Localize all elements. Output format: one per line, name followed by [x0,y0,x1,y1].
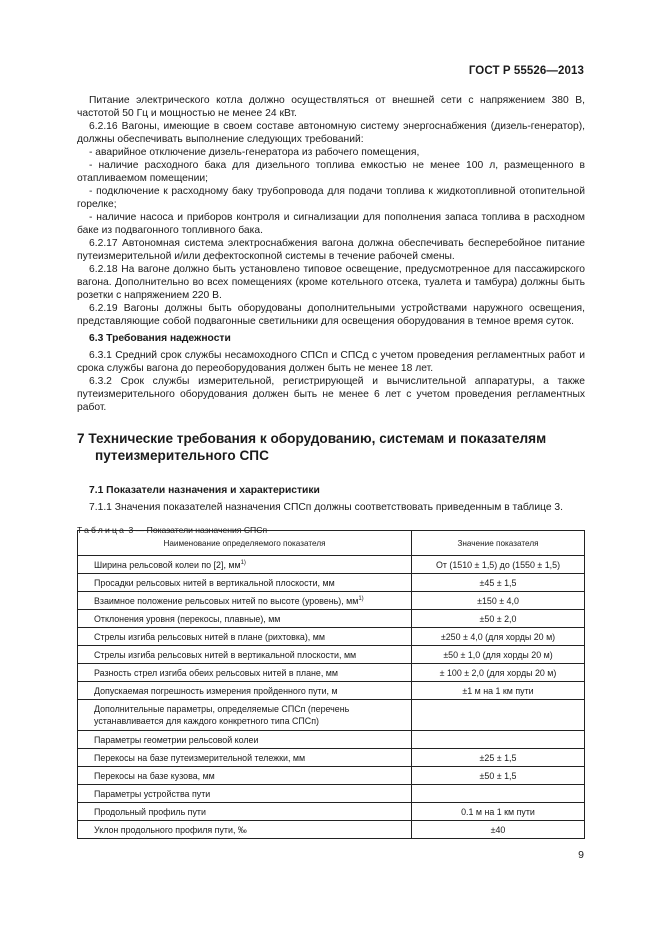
subsection-heading-6-3: 6.3 Требования надежности [89,333,231,344]
table-caption-word: Таблица [77,525,127,535]
row-name: Стрелы изгиба рельсовых нитей в плане (рихтовка), мм [78,628,412,646]
row-value: ±50 ± 1,0 (для хорды 20 м) [412,646,585,664]
document-body [77,94,585,543]
table-row [78,785,585,803]
row-value: ±1 м на 1 км пути [412,682,585,700]
subsection-heading-7-1: 7.1 Показатели назначения и характеристики [89,485,320,496]
row-name: Ширина рельсовой колеи по [2], мм [94,559,241,570]
table-row [78,767,585,785]
table-row [78,731,585,749]
table-row [78,646,585,664]
column-header-value: Значение показателя [412,531,585,556]
list-item: - аварийное отключение дизель-генератора из рабочего помещения, [89,147,420,158]
table-caption-title: 3 — Показатели назначения СПСп [128,525,268,535]
row-name: Взаимное положение рельсовых нитей по высоте (уровень), мм [94,595,359,606]
row-value [412,700,585,731]
row-name: Разность стрел изгиба обеих рельсовых нитей в плане, мм [78,664,412,682]
table-row [78,700,585,731]
table-row [78,556,585,574]
row-value: От (1510 ± 1,5) до (1550 ± 1,5) [412,556,585,574]
section-heading-7-line1: 7 Технические требования к оборудованию, системам и показателям [77,431,547,446]
paragraph-6-3-1: 6.3.1 Средний срок службы несамоходного СПСп и СПСд с учетом проведения регламентных работ и срока службы вагона до переоборудования должен быть не менее 18 лет. [77,350,585,374]
row-value: ± 100 ± 2,0 (для хорды 20 м) [412,664,585,682]
list-item: - подключение к расходному баку трубопровода для подачи топлива к жидкотопливной отопительной горелке; [77,186,585,210]
row-name: Дополнительные параметры, определяемые СПСп (перечень устанавливается для каждого конкретного типа СПСп) [78,700,412,731]
row-name: Перекосы на базе путеизмерительной тележки, мм [78,749,412,767]
indicators-table [77,530,585,839]
row-name: Просадки рельсовых нитей в вертикальной плоскости, мм [78,574,412,592]
row-name: Уклон продольного профиля пути, ‰ [78,821,412,839]
row-name: Стрелы изгиба рельсовых нитей в вертикальной плоскости, мм [78,646,412,664]
row-value: ±50 ± 1,5 [412,767,585,785]
paragraph-6-2-19: 6.2.19 Вагоны должны быть оборудованы дополнительными устройствами наружного освещения, представляющие собой подвагонные светильники для освещения оборудования в темное время суток. [77,303,585,327]
row-value: ±45 ± 1,5 [412,574,585,592]
list-item: - наличие насоса и приборов контроля и сигнализации для пополнения запаса топлива в расходном баке из подвагонного топливного бака. [77,212,585,236]
table-row [78,574,585,592]
paragraph-6-2-17: 6.2.17 Автономная система электроснабжения вагона должна обеспечивать бесперебойное питание путеизмерительной и/или дефектоскопной системы в течение рабочей смены. [77,238,585,262]
row-value [412,785,585,803]
section-heading-7 [77,430,585,464]
table-row [78,610,585,628]
paragraph-boiler-power: Питание электрического котла должно осуществляться от внешней сети с напряжением 380 В, частотой 50 Гц и мощностью не менее 24 кВт. [77,95,585,119]
table-row [78,664,585,682]
row-value: 0.1 м на 1 км пути [412,803,585,821]
row-value: ±250 ± 4,0 (для хорды 20 м) [412,628,585,646]
row-name: Отклонения уровня (перекосы, плавные), мм [78,610,412,628]
table-row [78,592,585,610]
column-header-name: Наименование определяемого показателя [78,531,412,556]
row-value: ±150 ± 4,0 [412,592,585,610]
table-row [78,803,585,821]
row-name: Допускаемая погрешность измерения пройденного пути, м [78,682,412,700]
footnote-mark: 1) [240,559,246,566]
row-value: ±40 [412,821,585,839]
list-item: - наличие расходного бака для дизельного топлива емкостью не менее 100 л, размещенного в отапливаемом помещении; [77,160,585,184]
paragraph-6-3-2: 6.3.2 Срок службы измерительной, регистрирующей и вычислительной аппаратуры, а также путеизмерительного оборудования должен быть не менее 6 лет с учетом проведения регламентных работ. [77,376,585,413]
paragraph-7-1-1: 7.1.1 Значения показателей назначения СПСп должны соответствовать приведенным в таблице 3. [89,502,564,513]
table-row [78,682,585,700]
row-name: Продольный профиль пути [78,803,412,821]
row-name: Параметры геометрии рельсовой колеи [78,731,412,749]
row-value: ±25 ± 1,5 [412,749,585,767]
document-code-header: ГОСТ Р 55526—2013 [468,65,584,77]
table-row [78,749,585,767]
row-name: Перекосы на базе кузова, мм [78,767,412,785]
table-header-row [78,531,585,556]
paragraph-6-2-16: 6.2.16 Вагоны, имеющие в своем составе автономную систему энергоснабжения (дизель-генератор), должны обеспечивать выполнение следующих требований: [77,121,585,145]
table-row [78,821,585,839]
row-value: ±50 ± 2,0 [412,610,585,628]
paragraph-6-2-18: 6.2.18 На вагоне должно быть установлено типовое освещение, предусмотренное для пассажирского вагона. Дополнительно во всех помещениях (кроме котельного отсека, туалета и тамбура) должны быть розетки с напряжением 220 В. [77,264,585,301]
row-value [412,731,585,749]
footnote-mark: 1) [358,595,364,602]
table-row [78,628,585,646]
row-name: Параметры устройства пути [78,785,412,803]
section-heading-7-line2: путеизмерительного СПС [95,448,269,463]
page-number: 9 [578,849,584,861]
